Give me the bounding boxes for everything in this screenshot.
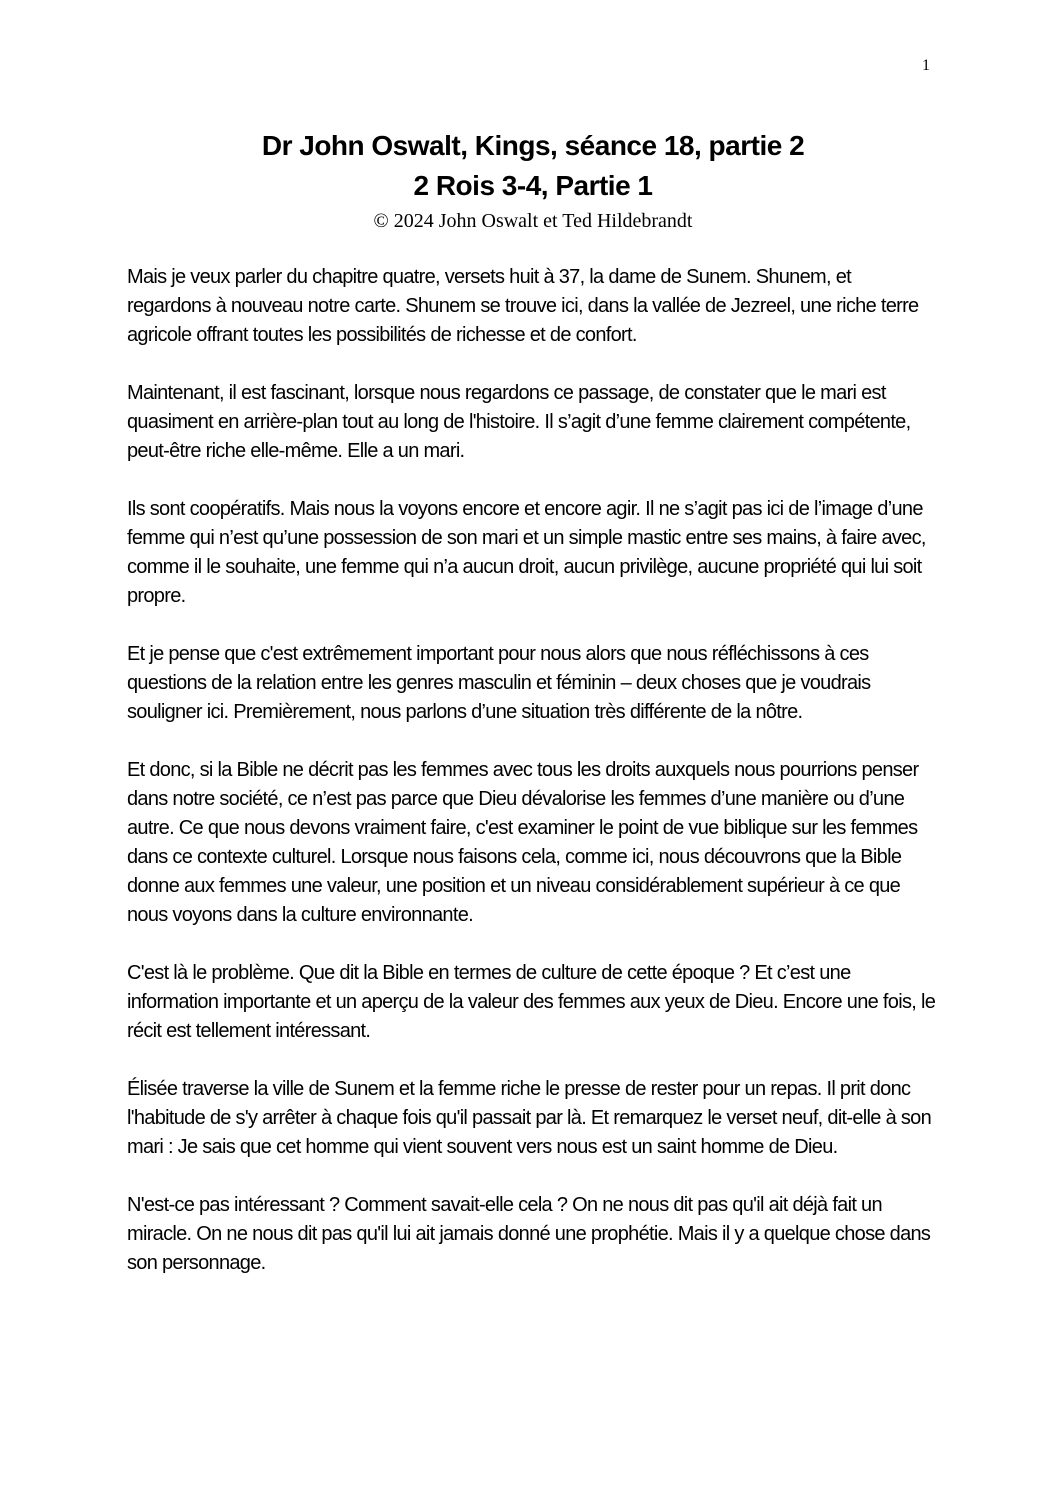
page-content	[127, 126, 939, 1307]
document-title-line-2: 2 Rois 3-4, Partie 1	[413, 170, 653, 201]
paragraph: N'est-ce pas intéressant ? Comment savait-elle cela ? On ne nous dit pas qu'il ait déjà fait un miracle. On ne nous dit pas qu'il lui ait jamais donné une prophétie. Mais il y a quelque chose dans son personnage.	[127, 1194, 931, 1274]
paragraph: C'est là le problème. Que dit la Bible en termes de culture de cette époque ? Et c’est une information importante et un aperçu de la valeur des femmes aux yeux de Dieu. Encore une fois, le récit est tellement intéressant.	[127, 962, 936, 1042]
paragraph: Et donc, si la Bible ne décrit pas les femmes avec tous les droits auxquels nous pourrions penser dans notre société, ce n’est pas parce que Dieu dévalorise les femmes d’une manière ou d’une autre. Ce que nous devons vraiment faire, c'est examiner le point de vue biblique sur les femmes dans ce contexte culturel. Lorsque nous faisons cela, comme ici, nous découvrons que la Bible donne aux femmes une valeur, une position et un niveau considérablement supérieur à ce que nous voyons dans la culture environnante.	[127, 759, 919, 926]
paragraph: Et je pense que c'est extrêmement important pour nous alors que nous réfléchissons à ces questions de la relation entre les genres masculin et féminin – deux choses que je voudrais souligner ici. Premièrement, nous parlons d’une situation très différente de la nôtre.	[127, 643, 871, 723]
paragraph: Maintenant, il est fascinant, lorsque nous regardons ce passage, de constater que le mari est quasiment en arrière-plan tout au long de l'histoire. Il s’agit d’une femme clairement compétente, peut-être riche elle-même. Elle a un mari.	[127, 382, 911, 462]
paragraph: Ils sont coopératifs. Mais nous la voyons encore et encore agir. Il ne s’agit pas ici de l’image d’une femme qui n’est qu’une possession de son mari et un simple mastic entre ses mains, à faire avec, comme il le souhaite, une femme qui n’a aucun droit, aucun privilège, aucune propriété qui lui soit propre.	[127, 498, 926, 607]
copyright-notice: © 2024 John Oswalt et Ted Hildebrandt	[373, 210, 693, 232]
transcript-body	[127, 263, 939, 1278]
paragraph: Élisée traverse la ville de Sunem et la femme riche le presse de rester pour un repas. Il prit donc l'habitude de s'y arrêter à chaque fois qu'il passait par là. Et remarquez le verset neuf, dit-elle à son mari : Je sais que cet homme qui vient souvent vers nous est un saint homme de Dieu.	[127, 1078, 931, 1158]
paragraph: Mais je veux parler du chapitre quatre, versets huit à 37, la dame de Sunem. Shunem, et regardons à nouveau notre carte. Shunem se trouve ici, dans la vallée de Jezreel, une riche terre agricole offrant toutes les possibilités de richesse et de confort.	[127, 266, 919, 346]
page-number: 1	[922, 57, 930, 74]
document-title-line-1: Dr John Oswalt, Kings, séance 18, partie 2	[261, 130, 805, 161]
